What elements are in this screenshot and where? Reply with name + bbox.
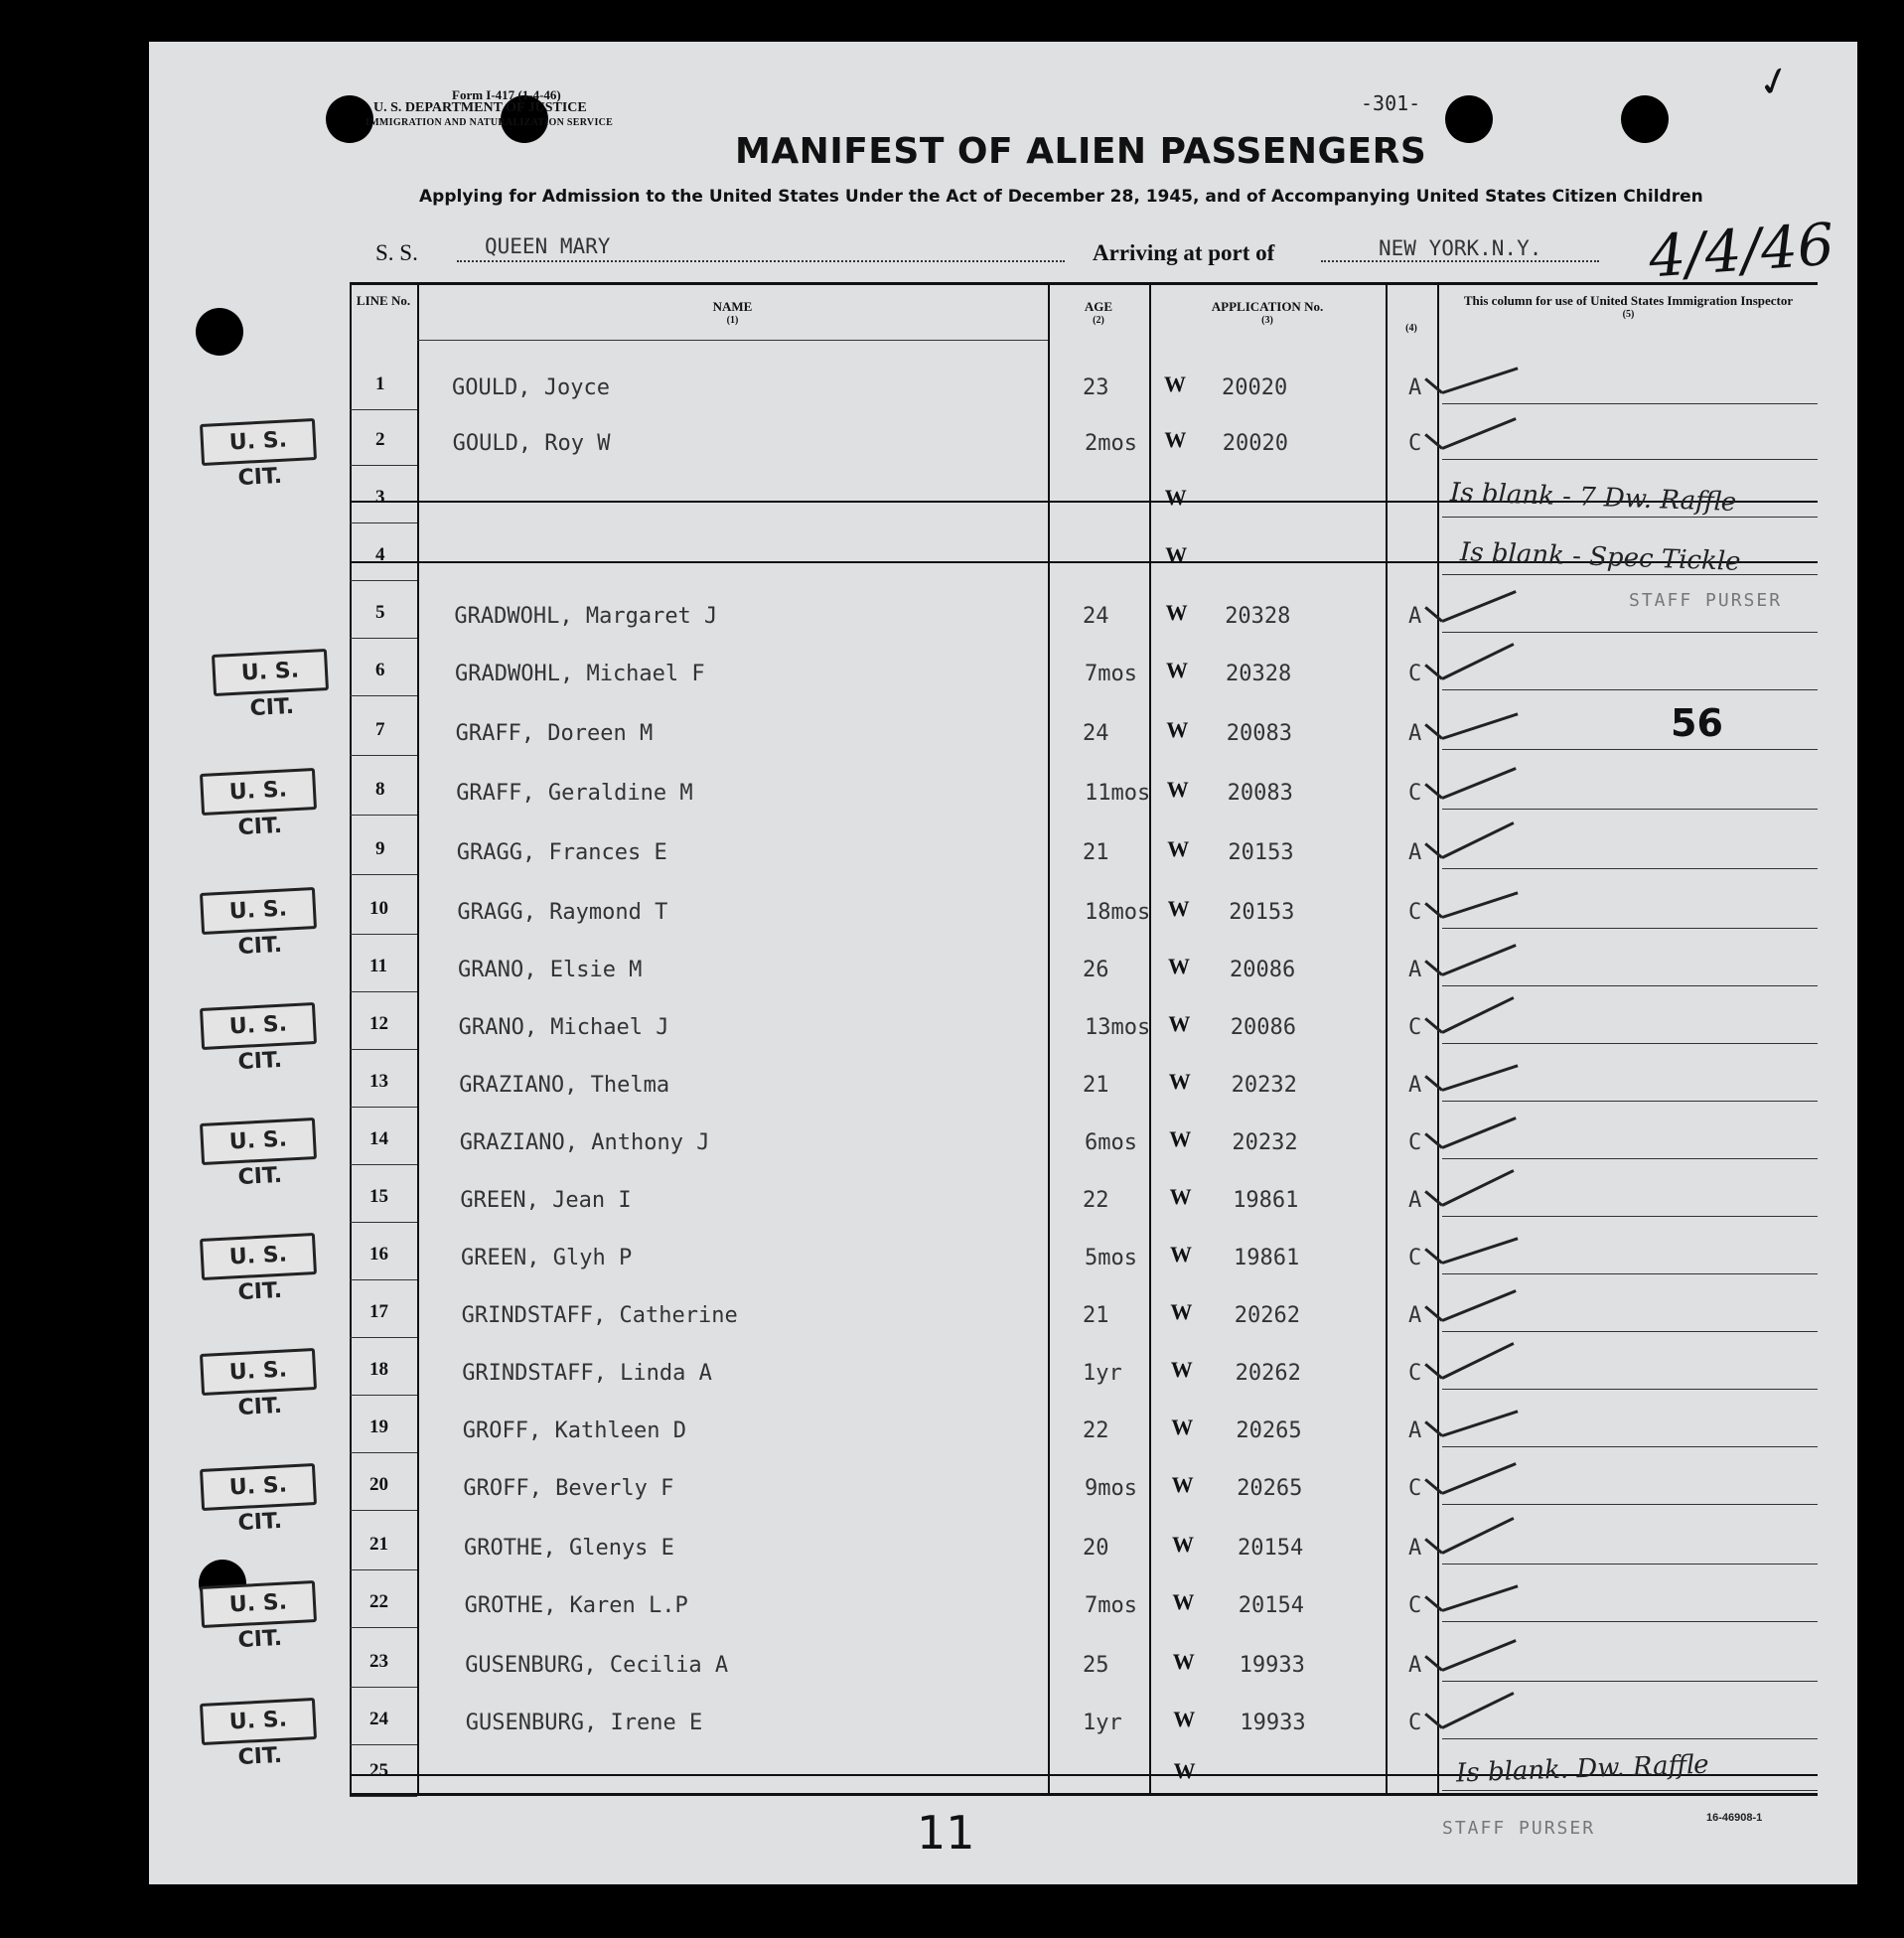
row-visa-code: W xyxy=(1172,1589,1195,1614)
row-application-number: 20154 xyxy=(1238,1593,1305,1618)
row-age: 24 xyxy=(1083,721,1109,746)
us-citizen-stamp: U. S. CIT. xyxy=(200,1463,317,1511)
us-citizen-stamp: U. S. CIT. xyxy=(200,1233,317,1280)
port-field-line xyxy=(1321,260,1599,262)
row-rule xyxy=(350,1107,417,1108)
row-line-number: 11 xyxy=(369,956,387,976)
row-class-code: A xyxy=(1408,1188,1422,1213)
handwritten-note-line25: Is blank. Dw. Raffle xyxy=(1455,1749,1710,1789)
row-rule xyxy=(1442,689,1818,690)
column-header-application: APPLICATION No. (3) xyxy=(1211,299,1324,326)
row-rule xyxy=(350,1687,417,1688)
row-name: GUSENBURG, Irene E xyxy=(465,1711,703,1735)
row-visa-code: W xyxy=(1173,1707,1196,1731)
ship-field-line xyxy=(457,260,1065,262)
row-age: 20 xyxy=(1083,1536,1109,1561)
row-line-number: 10 xyxy=(369,898,388,919)
header-rule xyxy=(417,340,1048,341)
row-name: GUSENBURG, Cecilia A xyxy=(465,1653,729,1678)
row-visa-code: W xyxy=(1170,1299,1193,1324)
port-name: NEW YORK.N.Y. xyxy=(1379,236,1542,260)
row-name: GRAZIANO, Anthony J xyxy=(459,1130,710,1155)
row-name: GRINDSTAFF, Catherine xyxy=(461,1303,738,1328)
row-name: GROFF, Kathleen D xyxy=(462,1418,686,1443)
row-application-number: 20262 xyxy=(1235,1361,1301,1386)
row-age: 7mos xyxy=(1085,1593,1137,1618)
column-divider xyxy=(417,282,419,1793)
row-visa-code: W xyxy=(1164,485,1187,510)
table-top-border xyxy=(350,282,1818,285)
row-name: GRINDSTAFF, Linda A xyxy=(462,1361,712,1386)
handwritten-date: 4/4/46 xyxy=(1646,210,1836,291)
row-class-code: C xyxy=(1408,781,1422,806)
us-citizen-stamp: U. S. CIT. xyxy=(212,649,329,696)
row-rule xyxy=(350,991,417,992)
row-rule xyxy=(1442,1389,1818,1390)
row-class-code: A xyxy=(1408,604,1422,629)
punch-hole xyxy=(196,308,243,356)
row-class-code: A xyxy=(1408,1303,1422,1328)
row-line-number: 20 xyxy=(369,1474,388,1495)
row-line-number: 15 xyxy=(369,1186,388,1207)
row-rule xyxy=(350,409,417,410)
us-citizen-stamp: U. S. CIT. xyxy=(200,1002,317,1050)
port-label: Arriving at port of xyxy=(1093,240,1275,265)
row-rule xyxy=(1442,517,1818,518)
row-name: GRAZIANO, Thelma xyxy=(459,1073,670,1098)
row-rule xyxy=(350,1279,417,1280)
row-rule xyxy=(350,1049,417,1050)
row-age: 24 xyxy=(1083,604,1109,629)
row-rule xyxy=(350,1222,417,1223)
row-class-code: A xyxy=(1408,1073,1422,1098)
row-rule xyxy=(350,1744,417,1745)
row-name: GRAGG, Frances E xyxy=(456,840,667,865)
row-line-number: 8 xyxy=(375,779,385,800)
column-divider xyxy=(1048,282,1050,1793)
row-application-number: 20328 xyxy=(1226,662,1292,686)
row-visa-code: W xyxy=(1167,896,1190,921)
row-visa-code: W xyxy=(1170,1357,1193,1382)
row-rule xyxy=(1442,1331,1818,1332)
row-rule xyxy=(1442,403,1818,404)
row-line-number: 19 xyxy=(369,1416,388,1437)
row-visa-code: W xyxy=(1168,1069,1191,1094)
row-name: GRAGG, Raymond T xyxy=(457,900,668,925)
row-name: GRAFF, Geraldine M xyxy=(456,781,693,806)
row-class-code: A xyxy=(1408,958,1422,982)
ship-label: S. S. xyxy=(375,240,418,265)
punch-hole xyxy=(1445,95,1493,143)
row-visa-code: W xyxy=(1171,1472,1194,1497)
row-rule xyxy=(350,1510,417,1511)
row-rule xyxy=(1442,1564,1818,1565)
row-application-number: 20086 xyxy=(1230,958,1296,982)
handwritten-tally: 11 xyxy=(917,1806,975,1860)
row-visa-code: W xyxy=(1172,1532,1194,1557)
row-age: 9mos xyxy=(1085,1476,1137,1501)
column-header-inspector: This column for use of United States Immigration Inspector (5) xyxy=(1463,293,1794,320)
row-visa-code: W xyxy=(1168,954,1190,978)
row-name: GROTHE, Karen L.P xyxy=(464,1593,688,1618)
row-visa-code: W xyxy=(1164,372,1186,396)
row-rule xyxy=(1442,459,1818,460)
row-visa-code: W xyxy=(1170,1242,1192,1267)
row-rule xyxy=(350,1569,417,1570)
row-application-number: 20265 xyxy=(1237,1476,1303,1501)
row-line-number: 14 xyxy=(369,1128,388,1149)
row-name: GRANO, Michael J xyxy=(458,1015,669,1040)
row-visa-code: W xyxy=(1165,600,1188,625)
row-rule xyxy=(1442,809,1818,810)
department-name: U. S. DEPARTMENT OF JUSTICE xyxy=(373,100,587,115)
row-line-number: 2 xyxy=(375,429,385,450)
row-rule xyxy=(1442,1273,1818,1274)
row-class-code: C xyxy=(1408,1015,1422,1040)
row-visa-code: W xyxy=(1166,717,1189,742)
row-rule xyxy=(350,580,417,581)
row-rule xyxy=(1442,632,1818,633)
row-application-number: 20086 xyxy=(1230,1015,1297,1040)
row-application-number: 19861 xyxy=(1233,1188,1299,1213)
row-rule xyxy=(350,1796,417,1797)
row-age: 1yr xyxy=(1083,1361,1122,1386)
row-age: 23 xyxy=(1083,375,1109,400)
row-line-number: 1 xyxy=(375,373,385,394)
us-citizen-stamp: U. S. CIT. xyxy=(200,1348,317,1396)
row-application-number: 20083 xyxy=(1226,721,1293,746)
row-visa-code: W xyxy=(1173,1758,1196,1783)
row-name: GOULD, Roy W xyxy=(452,431,611,456)
row-rule xyxy=(1442,574,1818,575)
row-line-number: 13 xyxy=(369,1071,388,1092)
row-application-number: 20153 xyxy=(1228,840,1294,865)
row-line-number: 12 xyxy=(369,1013,388,1034)
row-rule xyxy=(1442,1101,1818,1102)
ship-name: QUEEN MARY xyxy=(485,234,611,258)
row-class-code: A xyxy=(1408,375,1422,400)
row-age: 26 xyxy=(1083,958,1109,982)
row-visa-code: W xyxy=(1166,777,1189,802)
row-name: GOULD, Joyce xyxy=(452,375,610,400)
row-rule xyxy=(1442,1738,1818,1739)
row-application-number: 19933 xyxy=(1240,1711,1306,1735)
row-class-code: C xyxy=(1408,1711,1422,1735)
row-visa-code: W xyxy=(1166,658,1188,682)
column-divider xyxy=(1437,282,1439,1793)
row-visa-code: W xyxy=(1168,1011,1191,1036)
row-rule xyxy=(350,1452,417,1453)
row-visa-code: W xyxy=(1164,427,1187,452)
row-class-code: C xyxy=(1408,1593,1422,1618)
row-line-number: 4 xyxy=(375,544,385,565)
row-age: 22 xyxy=(1083,1418,1109,1443)
row-rule xyxy=(1442,985,1818,986)
row-rule xyxy=(1442,1158,1818,1159)
row-name: GRAFF, Doreen M xyxy=(455,721,654,746)
row-rule xyxy=(350,638,417,639)
row-visa-code: W xyxy=(1165,542,1188,567)
column-header-age: AGE (2) xyxy=(1084,299,1113,326)
row-rule xyxy=(350,755,417,756)
row-age: 2mos xyxy=(1085,431,1137,456)
row-class-code: A xyxy=(1408,721,1422,746)
row-age: 21 xyxy=(1083,1303,1109,1328)
row-class-code: C xyxy=(1408,1476,1422,1501)
row-rule xyxy=(350,465,417,466)
us-citizen-stamp: U. S. CIT. xyxy=(200,887,317,935)
row-name: GRADWOHL, Margaret J xyxy=(454,604,718,629)
row-application-number: 20328 xyxy=(1225,604,1291,629)
us-citizen-stamp: U. S. CIT. xyxy=(200,418,317,466)
row-line-number: 3 xyxy=(375,487,385,508)
page-number: -301- xyxy=(1361,91,1421,115)
row-application-number: 20265 xyxy=(1236,1418,1302,1443)
row-rule xyxy=(350,1164,417,1165)
row-age: 7mos xyxy=(1085,662,1137,686)
row-rule xyxy=(350,934,417,935)
row-line-number: 25 xyxy=(369,1760,388,1781)
row-name: GRANO, Elsie M xyxy=(458,958,643,982)
row-application-number: 19933 xyxy=(1239,1653,1305,1678)
row-rule xyxy=(1442,1043,1818,1044)
row-line-number: 23 xyxy=(369,1651,388,1672)
row-rule xyxy=(1442,1681,1818,1682)
row-age: 21 xyxy=(1083,840,1109,865)
row-class-code: A xyxy=(1408,840,1422,865)
row-line-number: 22 xyxy=(369,1591,388,1612)
row-rule xyxy=(350,874,417,875)
column-header-name: NAME (1) xyxy=(712,299,753,326)
service-name: IMMIGRATION AND NATURALIZATION SERVICE xyxy=(366,117,614,128)
row-age: 1yr xyxy=(1083,1711,1122,1735)
row-name: GREEN, Glyh P xyxy=(461,1246,633,1270)
row-name: GROTHE, Glenys E xyxy=(464,1536,674,1561)
row-application-number: 20232 xyxy=(1231,1073,1297,1098)
row-line-number: 9 xyxy=(375,838,385,859)
punch-hole xyxy=(1621,95,1669,143)
us-citizen-stamp: U. S. CIT. xyxy=(200,768,317,816)
row-line-number: 21 xyxy=(369,1534,388,1555)
check-mark-icon: ✓ xyxy=(1752,56,1797,109)
row-rule xyxy=(1442,749,1818,750)
row-class-code: A xyxy=(1408,1418,1422,1443)
column-header-line: LINE No. xyxy=(356,293,411,308)
row-line-number: 16 xyxy=(369,1244,388,1265)
row-application-number: 20020 xyxy=(1222,431,1289,456)
row-class-code: C xyxy=(1408,900,1422,925)
form-number: Form I-417 (1-4-46) xyxy=(452,87,561,102)
row-age: 13mos xyxy=(1085,1015,1151,1040)
row-visa-code: W xyxy=(1171,1415,1194,1439)
row-application-number: 20232 xyxy=(1232,1130,1298,1155)
staff-purser-stamp: STAFF PURSER xyxy=(1442,1818,1596,1839)
column-header-4: (4) xyxy=(1405,323,1417,334)
row-name: GROFF, Beverly F xyxy=(463,1476,674,1501)
row-application-number: 20083 xyxy=(1227,781,1293,806)
row-application-number: 20153 xyxy=(1229,900,1295,925)
row-rule xyxy=(350,1627,417,1628)
form-code: 16-46908-1 xyxy=(1706,1812,1763,1824)
row-application-number: 20154 xyxy=(1238,1536,1304,1561)
row-age: 25 xyxy=(1083,1653,1109,1678)
row-rule xyxy=(1442,1790,1818,1791)
row-rule xyxy=(1442,1216,1818,1217)
row-rule xyxy=(350,1337,417,1338)
document-title: MANIFEST OF ALIEN PASSENGERS xyxy=(735,131,1427,172)
row-class-code: A xyxy=(1408,1653,1422,1678)
row-class-code: C xyxy=(1408,662,1422,686)
row-application-number: 20262 xyxy=(1234,1303,1301,1328)
us-citizen-stamp: U. S. CIT. xyxy=(200,1580,317,1628)
handwritten-note-line4: Is blank - Spec Tickle xyxy=(1459,537,1741,577)
row-age: 11mos xyxy=(1085,781,1151,806)
row-line-number: 24 xyxy=(369,1709,388,1729)
row-rule xyxy=(350,695,417,696)
row-rule xyxy=(1442,1446,1818,1447)
row-age: 5mos xyxy=(1085,1246,1137,1270)
handwritten-note-line3: Is blank - 7 Dw. Raffle xyxy=(1449,477,1737,519)
row-age: 22 xyxy=(1083,1188,1109,1213)
row-visa-code: W xyxy=(1172,1649,1195,1674)
row-name: GREEN, Jean I xyxy=(460,1188,632,1213)
row-class-code: A xyxy=(1408,1536,1422,1561)
column-divider xyxy=(350,282,352,1793)
row-rule xyxy=(350,815,417,816)
row-visa-code: W xyxy=(1167,836,1190,861)
row-rule xyxy=(350,1395,417,1396)
table-bottom-border xyxy=(350,1793,1818,1796)
row-rule xyxy=(1442,1621,1818,1622)
row-age: 6mos xyxy=(1085,1130,1137,1155)
staff-purser-stamp: STAFF PURSER xyxy=(1629,590,1783,611)
row-application-number: 20020 xyxy=(1222,375,1288,400)
row-application-number: 19861 xyxy=(1234,1246,1300,1270)
row-age: 21 xyxy=(1083,1073,1109,1098)
row-line-number: 17 xyxy=(369,1301,388,1322)
row-line-number: 5 xyxy=(375,602,385,623)
row-rule xyxy=(1442,1504,1818,1505)
document-subtitle: Applying for Admission to the United States Under the Act of December 28, 1945, and of Accompanying United States Citizen Children xyxy=(419,187,1703,207)
row-name: GRADWOHL, Michael F xyxy=(455,662,705,686)
row-line-number: 6 xyxy=(375,660,385,680)
row-line-number: 7 xyxy=(375,719,385,740)
row-rule xyxy=(1442,868,1818,869)
row-class-code: C xyxy=(1408,431,1422,456)
row-visa-code: W xyxy=(1169,1126,1192,1151)
row-line-number: 18 xyxy=(369,1359,388,1380)
inspector-count: 56 xyxy=(1671,701,1723,745)
row-rule xyxy=(1442,928,1818,929)
column-divider xyxy=(1386,282,1388,1793)
row-rule xyxy=(350,522,417,523)
row-age: 18mos xyxy=(1085,900,1151,925)
us-citizen-stamp: U. S. CIT. xyxy=(200,1698,317,1745)
us-citizen-stamp: U. S. CIT. xyxy=(200,1118,317,1165)
row-visa-code: W xyxy=(1169,1184,1192,1209)
row-class-code: C xyxy=(1408,1361,1422,1386)
row-class-code: C xyxy=(1408,1130,1422,1155)
row-class-code: C xyxy=(1408,1246,1422,1270)
